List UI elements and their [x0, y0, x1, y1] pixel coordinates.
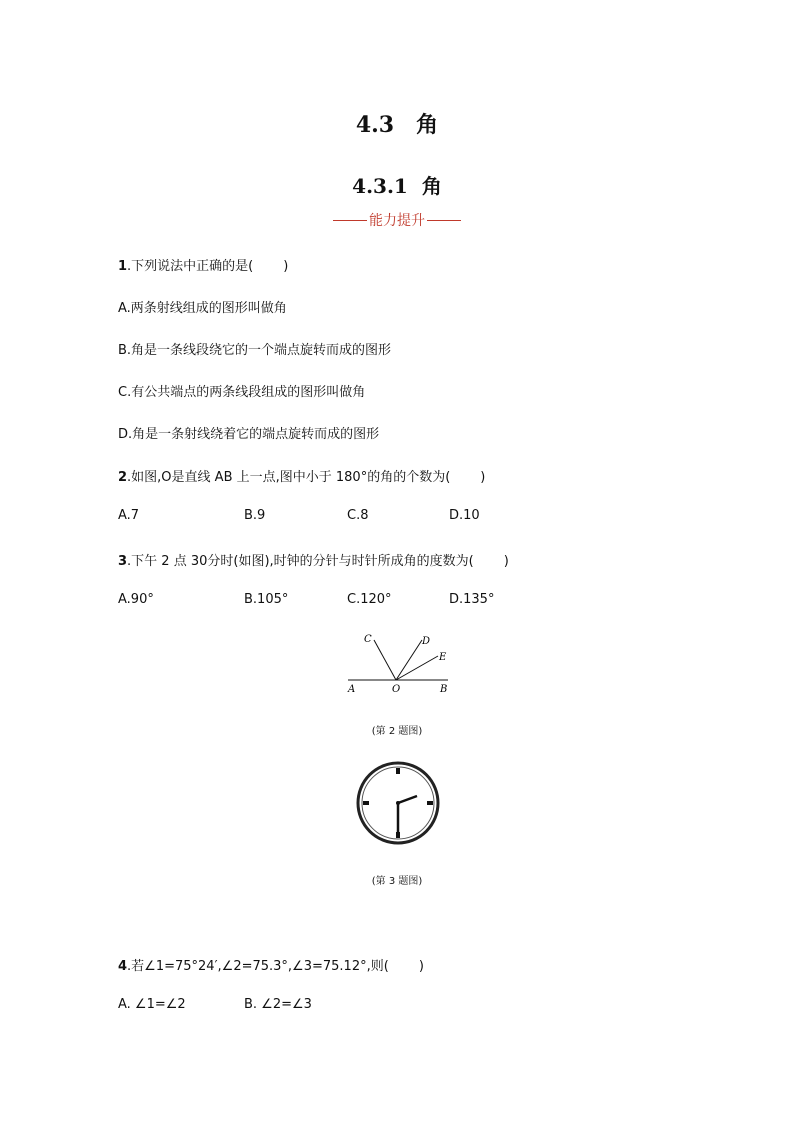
q2-option-d: D.10: [449, 508, 480, 523]
tick-6: [396, 832, 400, 838]
question-text: .下午 2 点 30分时(如图),时钟的分针与时针所成角的度数为(: [127, 554, 474, 569]
question-number: 2: [118, 470, 128, 485]
ray-oe: [396, 656, 438, 680]
question-1: 1.下列说法中正确的是( ): [118, 259, 289, 274]
q1-option-b: B.角是一条线段绕它的一个端点旋转而成的图形: [118, 343, 392, 358]
question-text: .如图,O是直线 AB 上一点,图中小于 180°的角的个数为(: [127, 470, 451, 485]
question-number: 3: [118, 554, 128, 569]
subsection-title: [0, 170, 794, 199]
q4-option-b: B. ∠2=∠3: [244, 997, 312, 1012]
section-title-text: 角: [416, 112, 439, 138]
q2-option-b: B.9: [244, 508, 266, 523]
question-number: 4: [118, 959, 128, 974]
tag-line-right: [427, 220, 461, 221]
figure-2-caption: (第 2 题图): [371, 726, 423, 737]
section-number: 4.3: [355, 112, 395, 138]
label-d: D: [422, 636, 431, 647]
q1-option-c: C.有公共端点的两条线段组成的图形叫做角: [118, 385, 366, 400]
label-o: O: [392, 684, 401, 695]
ray-od: [396, 640, 422, 680]
q3-option-b: B.105°: [244, 592, 289, 607]
q1-option-d: D.角是一条射线绕着它的端点旋转而成的图形: [118, 427, 380, 442]
q3-option-c: C.120°: [347, 592, 392, 607]
question-3: 3.下午 2 点 30分时(如图),时钟的分针与时针所成角的度数为( ): [118, 554, 509, 569]
q3-option-d: D.135°: [449, 592, 495, 607]
tick-9: [363, 801, 369, 805]
tag-label: 能力提升: [369, 213, 425, 229]
section-title: [0, 108, 794, 139]
q3-option-a: A.90°: [118, 592, 154, 607]
section-tag: [0, 210, 794, 230]
label-b: B: [440, 684, 448, 695]
q2-option-a: A.7: [118, 508, 140, 523]
subsection-number: 4.3.1: [352, 174, 408, 198]
figure-3-caption: (第 3 题图): [371, 876, 423, 887]
subsection-title-text: 角: [421, 174, 442, 198]
figure-3-clock: [355, 760, 441, 846]
q2-option-c: C.8: [347, 508, 369, 523]
clock-center: [396, 801, 400, 805]
tick-12: [396, 768, 400, 774]
question-text: .下列说法中正确的是(: [127, 259, 254, 274]
ray-oc: [374, 640, 396, 680]
q1-option-a: A.两条射线组成的图形叫做角: [118, 301, 287, 316]
question-number: 1: [118, 259, 128, 274]
question-2: 2.如图,O是直线 AB 上一点,图中小于 180°的角的个数为( ): [118, 470, 486, 485]
tag-line-left: [333, 220, 367, 221]
question-text: .若∠1=75°24′,∠2=75.3°,∠3=75.12°,则(: [127, 959, 389, 974]
label-e: E: [439, 652, 447, 663]
label-a: A: [348, 684, 356, 695]
tick-3: [427, 801, 433, 805]
q4-option-a: A. ∠1=∠2: [118, 997, 186, 1012]
question-4: 4.若∠1=75°24′,∠2=75.3°,∠3=75.12°,则( ): [118, 959, 424, 974]
figure-2-rays: [340, 630, 460, 696]
label-c: C: [364, 634, 372, 645]
